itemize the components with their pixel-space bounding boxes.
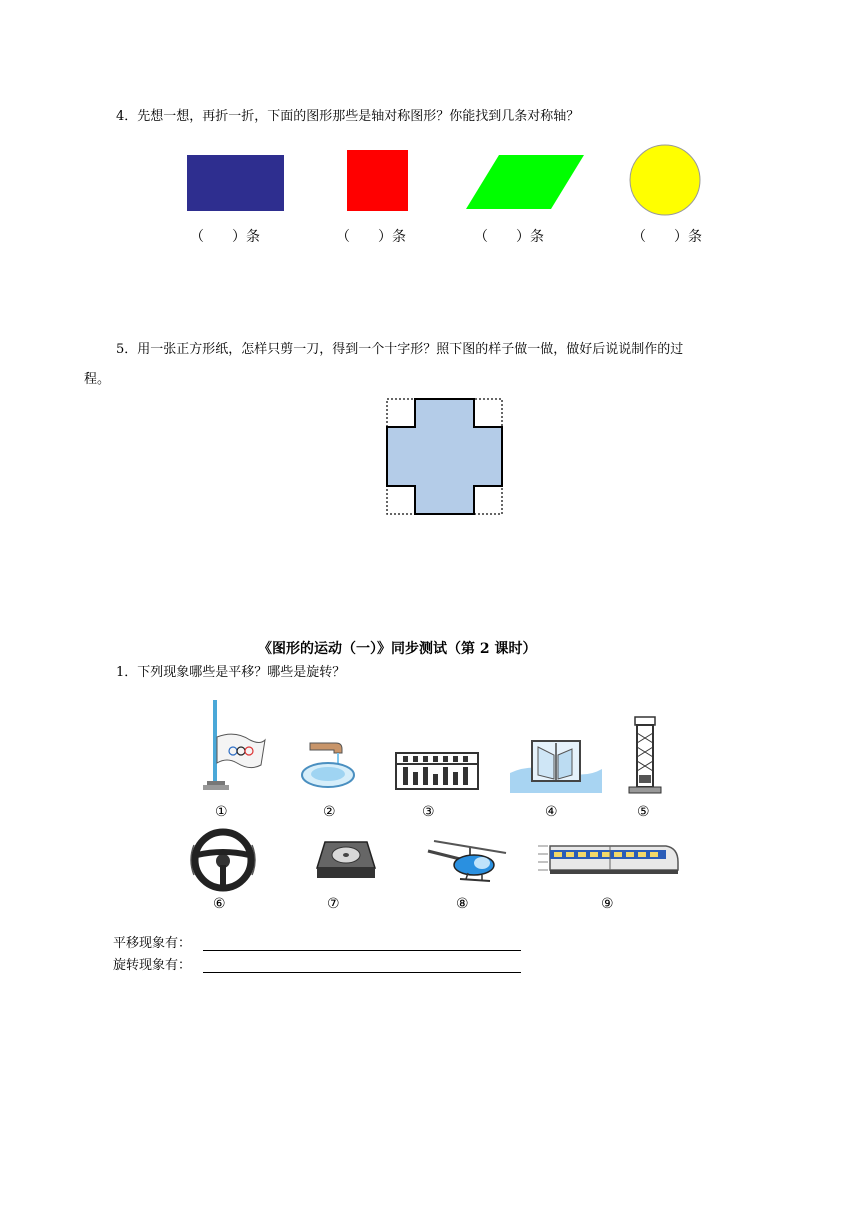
cross-shape — [387, 399, 502, 514]
square-shape — [347, 150, 408, 211]
elevator-tower-icon — [625, 715, 665, 795]
answer-blank-1[interactable]: （ ）条 — [190, 229, 260, 245]
question-4-text: 4．先想一想，再折一折，下面的图形那些是轴对称图形？你能找到几条对称轴？ — [116, 109, 580, 124]
item-number-6: ⑥ — [213, 896, 226, 912]
answer-blank-3[interactable]: （ ）条 — [474, 229, 544, 245]
steering-wheel-icon — [186, 825, 260, 895]
translation-answer-line[interactable] — [203, 950, 521, 951]
faucet-sink-icon — [298, 735, 358, 793]
q4-shapes — [0, 140, 860, 220]
item-number-7: ⑦ — [327, 896, 340, 912]
cd-player-icon — [315, 838, 377, 882]
rotation-label: 旋转现象有： — [113, 958, 192, 973]
item-number-5: ⑤ — [637, 804, 650, 820]
item-number-4: ④ — [545, 804, 558, 820]
abacus-icon — [395, 752, 479, 790]
question-5-text-line1: 5．用一张正方形纸，怎样只剪一刀，得到一个十字形？照下图的样子做一做，做好后说说制作的过 — [116, 342, 684, 357]
item-number-3: ③ — [422, 804, 435, 820]
item-number-2: ② — [323, 804, 336, 820]
circle-shape — [630, 145, 700, 215]
flag-icon — [195, 695, 270, 795]
question-1-text: 1．下列现象哪些是平移？哪些是旋转？ — [116, 665, 346, 680]
cross-diagram — [386, 398, 504, 516]
helicopter-icon — [420, 833, 512, 888]
answer-blank-2[interactable]: （ ）条 — [336, 229, 406, 245]
section-title: 《图形的运动（一）》同步测试（第 2 课时） — [258, 641, 537, 657]
item-number-8: ⑧ — [456, 896, 469, 912]
translation-label: 平移现象有： — [113, 936, 192, 951]
parallelogram-shape — [466, 155, 584, 209]
rectangle-shape — [187, 155, 284, 211]
rotation-answer-line[interactable] — [203, 972, 521, 973]
question-5-text-line2: 程。 — [84, 372, 111, 387]
train-icon — [538, 840, 680, 878]
answer-blank-4[interactable]: （ ）条 — [632, 229, 702, 245]
revolving-door-icon — [510, 735, 602, 793]
item-number-9: ⑨ — [601, 896, 614, 912]
item-number-1: ① — [215, 804, 228, 820]
